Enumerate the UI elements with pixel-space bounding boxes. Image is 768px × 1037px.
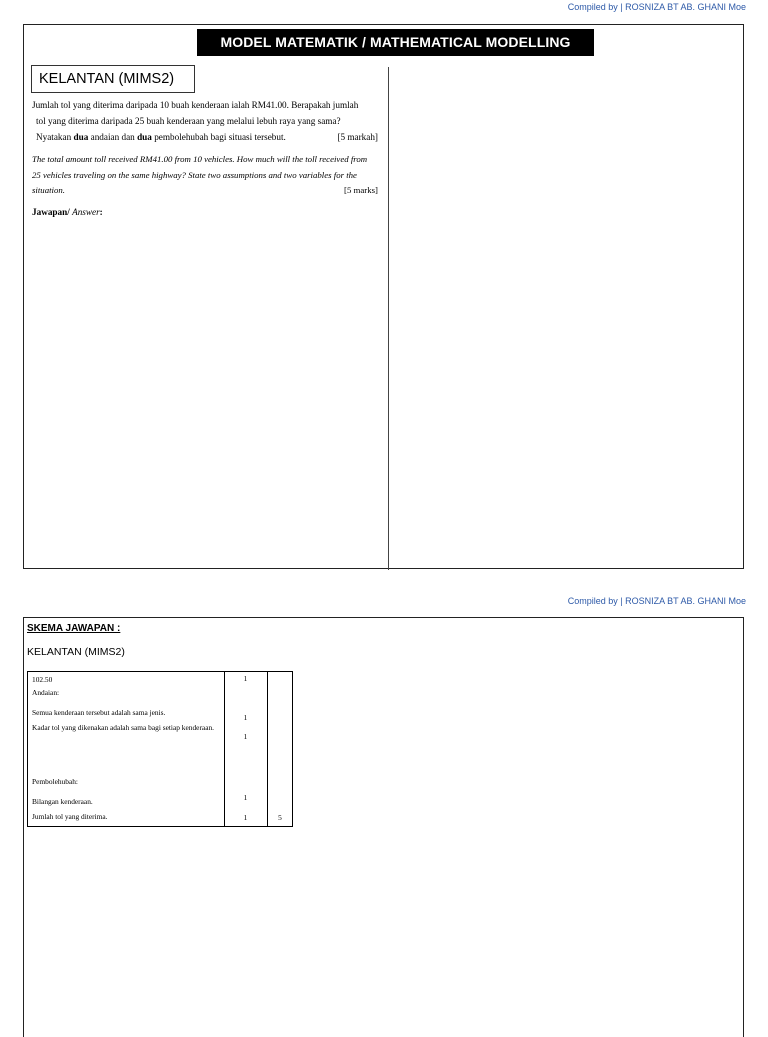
question-ms-text-a: Nyatakan xyxy=(36,132,74,142)
mark-cell: 1 xyxy=(243,732,248,741)
mark-cell: 1 xyxy=(243,813,248,822)
mark-cell: 1 xyxy=(243,793,248,802)
question-ms-line3 xyxy=(32,129,378,145)
question-ms-text-e: pembolehubah bagi situasi tersebut. xyxy=(151,132,286,142)
assumption-1: Semua kenderaan tersebut adalah sama jenis. xyxy=(32,708,166,717)
question-en-marks: [5 marks] xyxy=(344,185,378,195)
assumption-2: Kadar tol yang dikenakan adalah sama bagi setiap kenderaan. xyxy=(32,723,215,732)
question-en-line3 xyxy=(32,183,378,199)
answer-label-colon: : xyxy=(99,207,103,217)
compiled-by-header-2: Compiled by | ROSNIZA BT AB. GHANI Moe xyxy=(567,596,746,606)
variable-1: Bilangan kenderaan. xyxy=(32,797,93,806)
question-ms-emph-2: dua xyxy=(137,132,152,142)
question-page xyxy=(23,24,744,569)
question-ms-line2: tol yang diterima daripada 25 buah kenderaan yang melalui lebuh raya yang sama? xyxy=(36,116,341,126)
mark-cell: 1 xyxy=(243,713,248,722)
table-divider xyxy=(267,672,268,826)
question-ms-text-c: andaian dan xyxy=(88,132,138,142)
page-title: MODEL MATEMATIK / MATHEMATICAL MODELLING xyxy=(197,29,594,56)
compiled-by-header: Compiled by | ROSNIZA BT AB. GHANI Moe xyxy=(567,2,746,12)
question-ms-marks: [5 markah] xyxy=(337,132,378,142)
scheme-page xyxy=(23,617,744,1037)
question-en-line1: The total amount toll received RM41.00 from 10 vehicles. How much will the toll received from xyxy=(32,154,368,164)
mark-cell: 1 xyxy=(243,674,248,683)
question-ms-emph-1: dua xyxy=(73,132,89,142)
answer-label-ms: Jawapan/ xyxy=(32,207,70,217)
column-divider xyxy=(388,67,389,570)
table-divider xyxy=(224,672,225,826)
question-en-line3-text: situation. xyxy=(32,185,65,195)
scheme-title: SKEMA JAWAPAN : xyxy=(27,623,121,634)
assumptions-heading: Andaian: xyxy=(32,688,60,697)
mark-scheme-table xyxy=(27,671,293,827)
scheme-region: KELANTAN (MIMS2) xyxy=(27,646,125,658)
variables-heading: Pembolehubah: xyxy=(32,777,78,786)
question-en-line2: 25 vehicles traveling on the same highway? State two assumptions and two variables for the xyxy=(32,169,357,180)
question-english xyxy=(32,152,378,199)
answer-value: 102.50 xyxy=(32,675,53,684)
region-label: KELANTAN (MIMS2) xyxy=(31,65,195,93)
question-malay xyxy=(32,97,378,145)
total-mark-cell: 5 xyxy=(278,813,282,822)
answer-label-en: Answer xyxy=(72,207,100,217)
variable-2: Jumlah tol yang diterima. xyxy=(32,812,108,821)
answer-label xyxy=(32,207,103,217)
question-ms-line1: Jumlah tol yang diterima daripada 10 buah kenderaan ialah RM41.00. Berapakah jumlah xyxy=(32,100,359,110)
